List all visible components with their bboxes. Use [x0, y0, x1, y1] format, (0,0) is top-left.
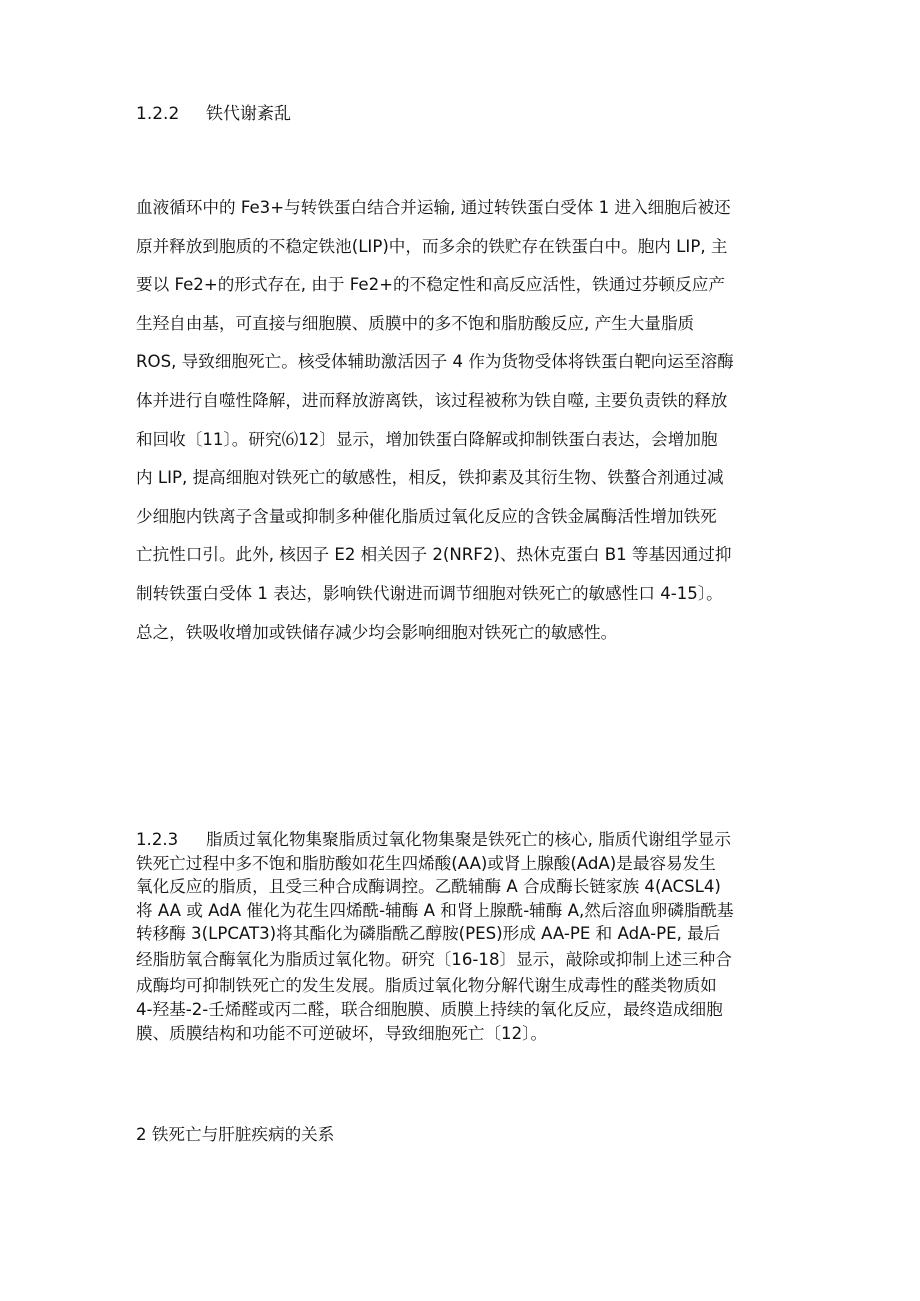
text-line: 生羟自由基，可直接与细胞膜、质膜中的多不饱和脂肪酸反应, 产生大量脂质 [136, 313, 695, 333]
text-line: 经脂肪氧合酶氧化为脂质过氧化物。研究〔16-18〕显示，敲除或抑制上述三种合 [136, 949, 732, 969]
text-line: 将 AA 或 AdA 催化为花生四烯酰-辅酶 A 和肾上腺酰-辅酶 A,然后溶血卵磷脂酰基 [136, 900, 734, 920]
text-line: 氧化反应的脂质，且受三种合成酶调控。乙酰辅酶 A 合成酶长链家族 4(ACSL4) [136, 877, 721, 897]
text-line: 内 LIP, 提高细胞对铁死亡的敏感性，相反，铁抑素及其衍生物、铁螯合剂通过减 [136, 468, 724, 488]
text-line: 总之，铁吸收增加或铁储存减少均会影响细胞对铁死亡的敏感性。 [136, 622, 618, 642]
section-heading-2 [136, 1127, 334, 1144]
section-title: 铁代谢紊乱 [206, 104, 291, 124]
section-number: 1.2.2 [136, 104, 180, 124]
text-line: 血液循环中的 Fe3+与转铁蛋白结合并运输, 通过转铁蛋白受体 1 进入细胞后被还 [136, 198, 731, 217]
text-line: ROS, 导致细胞死亡。核受体辅助激活因子 4 作为货物受体将铁蛋白靶向运至溶酶 [136, 352, 734, 372]
text-line: 亡抗性口引。此外, 核因子 E2 相关因子 2(NRF2)、热休克蛋白 B1 等基因通过抑 [136, 545, 732, 565]
paragraph-lipid-peroxide [136, 828, 796, 1045]
text-line: 成酶均可抑制铁死亡的发生发展。脂质过氧化物分解代谢生成毒性的醛类物质如 [136, 976, 717, 996]
text-line: 制转铁蛋白受体 1 表达，影响铁代谢进而调节细胞对铁死亡的敏感性口 4-15〕。 [136, 583, 723, 603]
section-number: 1.2.3 [136, 830, 179, 849]
text-line: 少细胞内铁离子含量或抑制多种催化脂质过氧化反应的含铁金属酶活性增加铁死 [136, 506, 717, 526]
text-line: 和回收〔11〕。研究⑹12〕显示，增加铁蛋白降解或抑制铁蛋白表达，会增加胞 [136, 429, 718, 449]
text-line [136, 828, 796, 852]
section-heading-1-2-2 [136, 106, 291, 123]
text-line: 4-羟基-2-壬烯醛或丙二醛，联合细胞膜、质膜上持续的氧化反应，最终造成细胞 [136, 1000, 723, 1020]
text-line: 转移酶 3(LPCAT3)将其酯化为磷脂酰乙醇胺(PES)形成 AA-PE 和 AdA-PE, 最后 [136, 924, 721, 944]
text-line: 体并进行自噬性降解，进而释放游离铁，该过程被称为铁自噬, 主要负责铁的释放 [136, 390, 728, 410]
paragraph-iron-metabolism [136, 189, 796, 652]
text-line: 膜、质膜结构和功能不可逆破坏，导致细胞死亡〔12〕。 [136, 1023, 548, 1043]
text-line: 要以 Fe2+的形式存在, 由于 Fe2+的不稳定性和高反应活性，铁通过芬顿反应产 [136, 275, 725, 295]
text-line-content: 脂质过氧化物集聚脂质过氧化物集聚是铁死亡的核心, 脂质代谢组学显示 [206, 830, 731, 849]
section-title: 2 铁死亡与肝脏疾病的关系 [136, 1125, 335, 1144]
text-line: 铁死亡过程中多不饱和脂肪酸如花生四烯酸(AA)或肾上腺酸(AdA)是最容易发生 [136, 853, 716, 873]
text-line: 原并释放到胞质的不稳定铁池(LIP)中，而多余的铁贮存在铁蛋白中。胞内 LIP, 主 [136, 236, 728, 256]
